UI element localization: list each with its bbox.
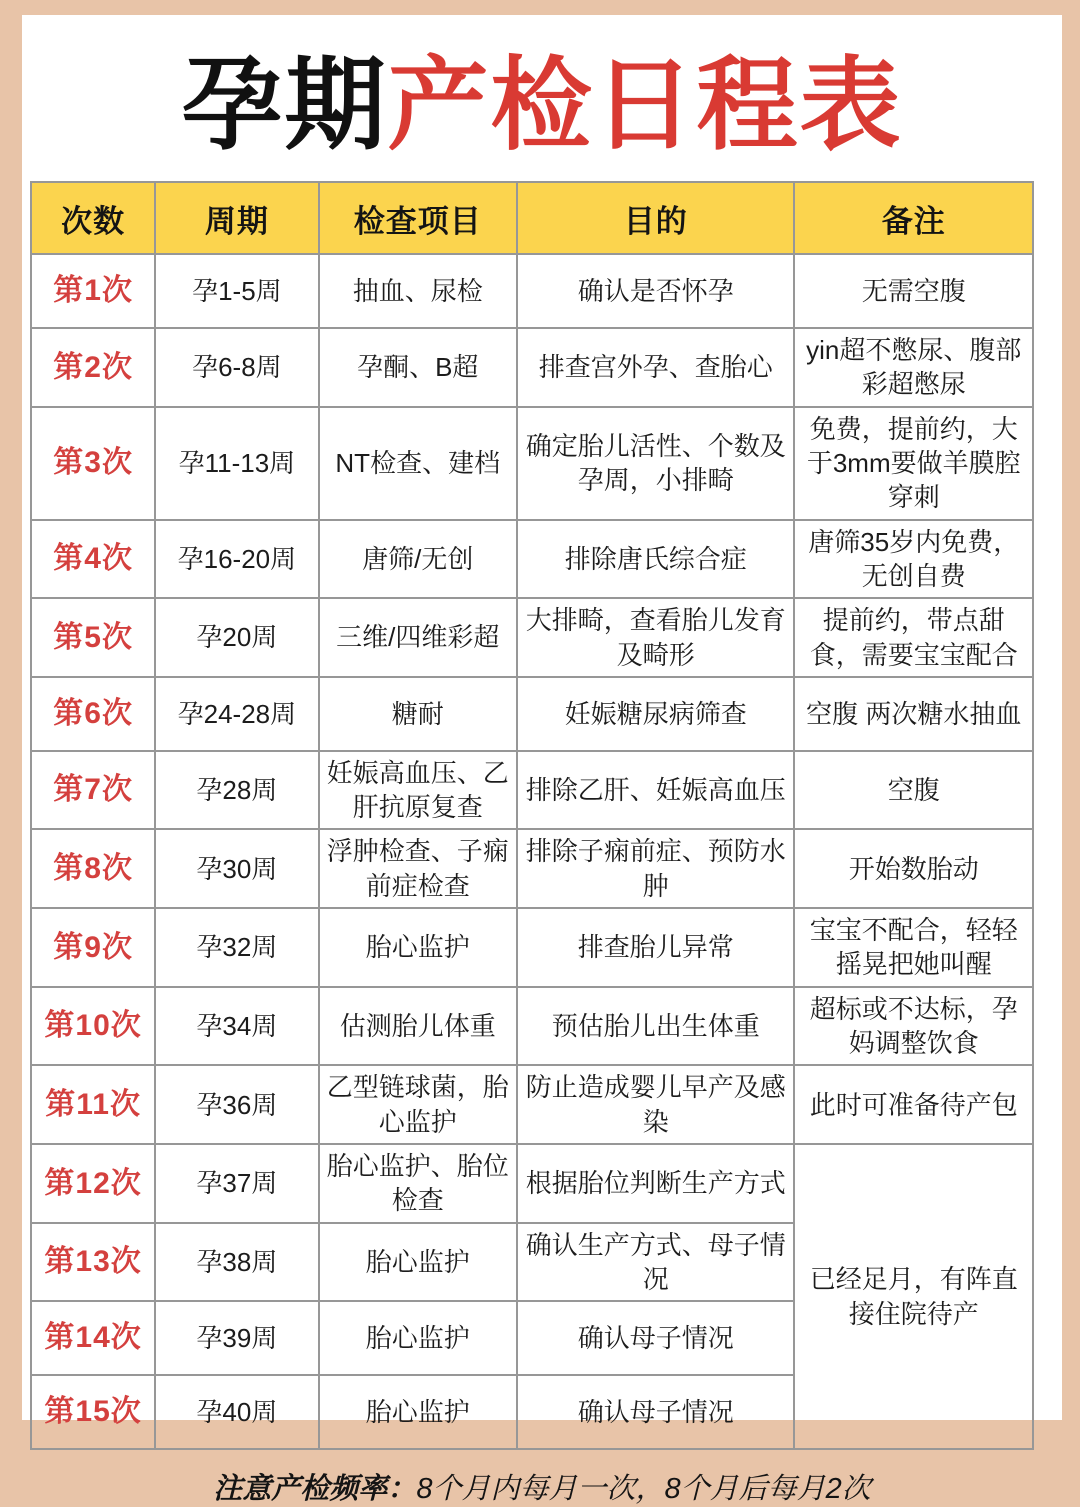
cell-week: 孕34周 [155, 987, 318, 1066]
cell-purpose: 确认是否怀孕 [517, 254, 795, 328]
cell-no: 第8次 [31, 829, 155, 908]
cell-note: yin超不憋尿、腹部彩超憋尿 [794, 328, 1033, 407]
table-row [31, 829, 1033, 908]
cell-purpose: 防止造成婴儿早产及感染 [517, 1065, 795, 1144]
cell-purpose: 确认母子情况 [517, 1301, 795, 1375]
cell-no: 第1次 [31, 254, 155, 328]
cell-no: 第13次 [31, 1223, 155, 1302]
cell-purpose: 确认生产方式、母子情况 [517, 1223, 795, 1302]
cell-purpose: 确定胎儿活性、个数及孕周，小排畸 [517, 407, 795, 520]
cell-week: 孕20周 [155, 598, 318, 677]
cell-items: 糖耐 [319, 677, 517, 751]
cell-week: 孕40周 [155, 1375, 318, 1449]
table-header-row [31, 182, 1033, 254]
cell-purpose: 预估胎儿出生体重 [517, 987, 795, 1066]
column-header-2: 检查项目 [319, 182, 517, 254]
cell-items: 三维/四维彩超 [319, 598, 517, 677]
cell-items: 乙型链球菌，胎心监护 [319, 1065, 517, 1144]
column-header-1: 周期 [155, 182, 318, 254]
table-row [31, 1144, 1033, 1223]
footer-note-rest: 8个月内每月一次，8个月后每月2次 [416, 1473, 871, 1506]
cell-purpose: 排除乙肝、妊娠高血压 [517, 751, 795, 830]
cell-note: 空腹 [794, 751, 1033, 830]
cell-note-merged: 已经足月，有阵直接住院待产 [794, 1144, 1033, 1449]
cell-no: 第6次 [31, 677, 155, 751]
cell-no: 第2次 [31, 328, 155, 407]
cell-note: 此时可准备待产包 [794, 1065, 1033, 1144]
page-title-black-part: 孕期 [181, 50, 388, 162]
cell-week: 孕30周 [155, 829, 318, 908]
cell-no: 第10次 [31, 987, 155, 1066]
cell-week: 孕37周 [155, 1144, 318, 1223]
cell-items: 胎心监护 [319, 908, 517, 987]
table-row [31, 520, 1033, 599]
cell-week: 孕39周 [155, 1301, 318, 1375]
table-row [31, 751, 1033, 830]
cell-week: 孕24-28周 [155, 677, 318, 751]
cell-items: NT检查、建档 [319, 407, 517, 520]
cell-purpose: 排除子痫前症、预防水肿 [517, 829, 795, 908]
table-header [31, 182, 1033, 254]
cell-week: 孕11-13周 [155, 407, 318, 520]
cell-no: 第5次 [31, 598, 155, 677]
cell-week: 孕32周 [155, 908, 318, 987]
cell-items: 抽血、尿检 [319, 254, 517, 328]
table-row [31, 1065, 1033, 1144]
cell-items: 胎心监护 [319, 1223, 517, 1302]
cell-week: 孕36周 [155, 1065, 318, 1144]
table-row [31, 328, 1033, 407]
cell-week: 孕16-20周 [155, 520, 318, 599]
cell-purpose: 排查宫外孕、查胎心 [517, 328, 795, 407]
cell-no: 第7次 [31, 751, 155, 830]
cell-week: 孕38周 [155, 1223, 318, 1302]
cell-week: 孕1-5周 [155, 254, 318, 328]
cell-no: 第11次 [31, 1065, 155, 1144]
column-header-0: 次数 [31, 182, 155, 254]
cell-items: 胎心监护 [319, 1301, 517, 1375]
cell-note: 超标或不达标，孕妈调整饮食 [794, 987, 1033, 1066]
cell-no: 第14次 [31, 1301, 155, 1375]
cell-note: 开始数胎动 [794, 829, 1033, 908]
table-body [31, 254, 1033, 1449]
table-row [31, 908, 1033, 987]
cell-week: 孕28周 [155, 751, 318, 830]
table-row [31, 598, 1033, 677]
cell-items: 估测胎儿体重 [319, 987, 517, 1066]
page-title-red-part: 产检日程表 [387, 50, 903, 162]
cell-no: 第15次 [31, 1375, 155, 1449]
cell-week: 孕6-8周 [155, 328, 318, 407]
cell-note: 提前约，带点甜食，需要宝宝配合 [794, 598, 1033, 677]
cell-purpose: 妊娠糖尿病筛查 [517, 677, 795, 751]
page-title [22, 15, 1062, 162]
cell-purpose: 排除唐氏综合症 [517, 520, 795, 599]
cell-note: 宝宝不配合，轻轻摇晃把她叫醒 [794, 908, 1033, 987]
cell-purpose: 确认母子情况 [517, 1375, 795, 1449]
cell-purpose: 排查胎儿异常 [517, 908, 795, 987]
cell-note: 空腹 两次糖水抽血 [794, 677, 1033, 751]
cell-note: 免费，提前约，大于3mm要做羊膜腔穿刺 [794, 407, 1033, 520]
cell-no: 第4次 [31, 520, 155, 599]
table-row [31, 677, 1033, 751]
table-row [31, 987, 1033, 1066]
table-row [31, 254, 1033, 328]
cell-items: 妊娠高血压、乙肝抗原复查 [319, 751, 517, 830]
checkup-schedule-table [30, 181, 1034, 1450]
table-row [31, 407, 1033, 520]
footer-note-lead: 注意产检频率： [213, 1473, 417, 1506]
column-header-3: 目的 [517, 182, 795, 254]
cell-note: 唐筛35岁内免费，无创自费 [794, 520, 1033, 599]
cell-no: 第12次 [31, 1144, 155, 1223]
infographic-card [22, 15, 1062, 1506]
cell-note: 无需空腹 [794, 254, 1033, 328]
cell-no: 第3次 [31, 407, 155, 520]
footer-note [22, 1466, 1062, 1507]
cell-items: 胎心监护、胎位检查 [319, 1144, 517, 1223]
column-header-4: 备注 [794, 182, 1033, 254]
cell-purpose: 根据胎位判断生产方式 [517, 1144, 795, 1223]
cell-items: 浮肿检查、子痫前症检查 [319, 829, 517, 908]
cell-items: 胎心监护 [319, 1375, 517, 1449]
cell-purpose: 大排畸，查看胎儿发育及畸形 [517, 598, 795, 677]
cell-items: 孕酮、B超 [319, 328, 517, 407]
cell-no: 第9次 [31, 908, 155, 987]
cell-items: 唐筛/无创 [319, 520, 517, 599]
